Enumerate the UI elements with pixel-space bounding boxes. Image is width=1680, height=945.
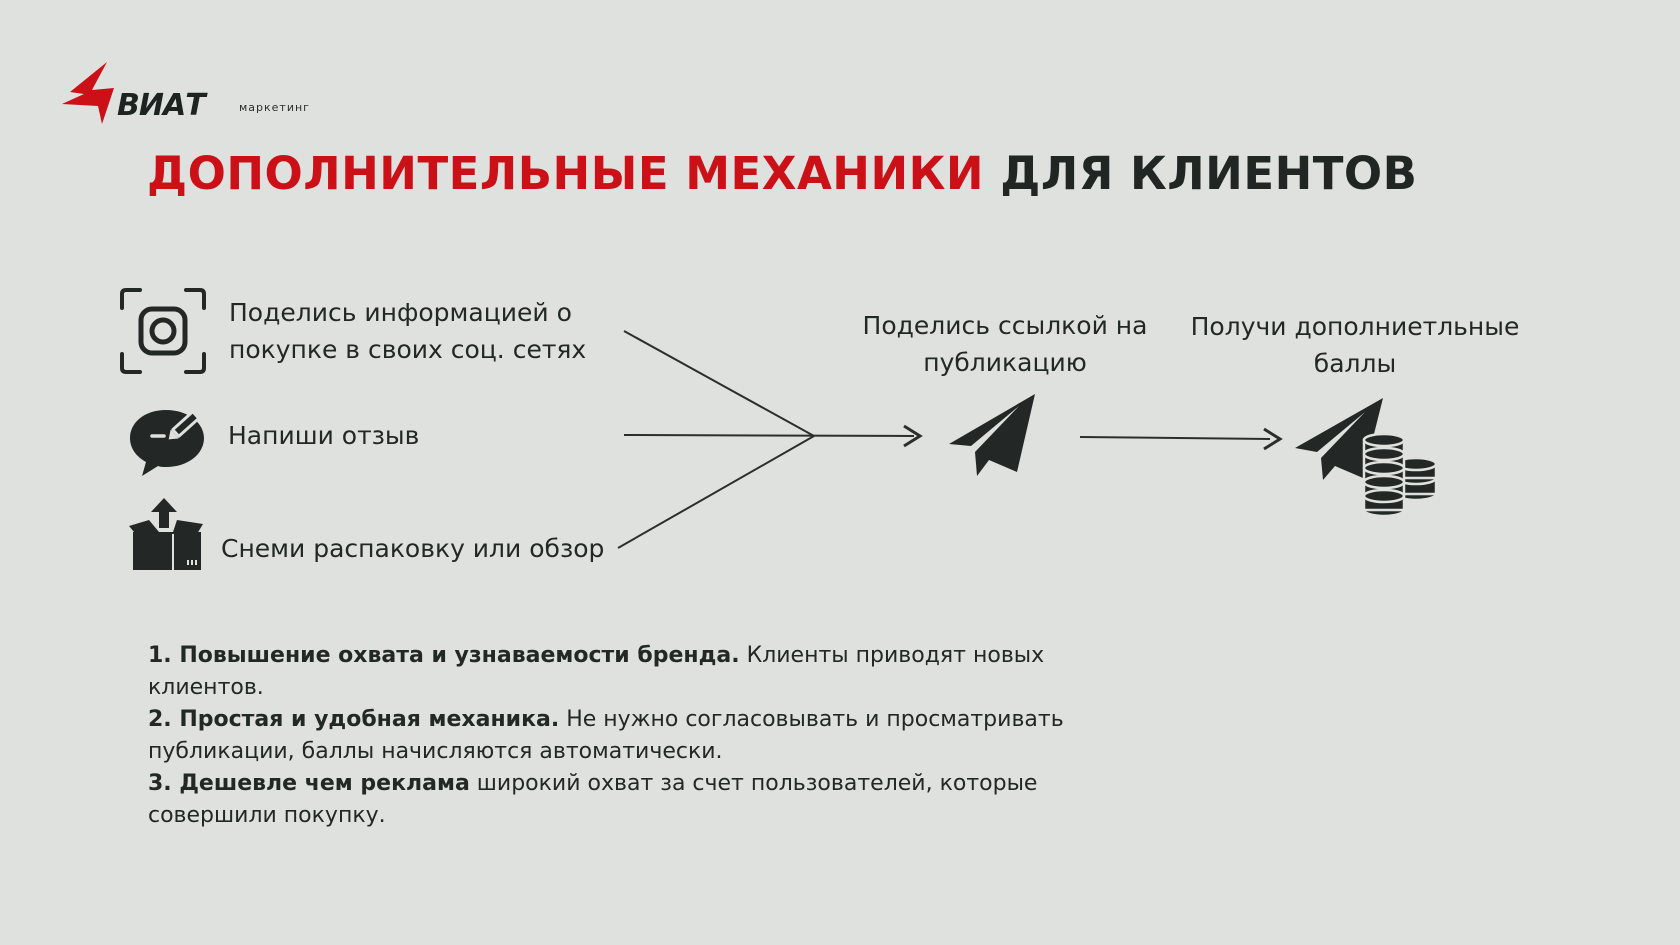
benefit-1-text: Клиенты приводят новых клиентов. bbox=[148, 643, 1045, 700]
title-rest: ДЛЯ КЛИЕНТОВ bbox=[1000, 147, 1418, 200]
action-share-info-line2: покупке в своих соц. сетях bbox=[229, 335, 587, 364]
paper-plane-coins-icon bbox=[1295, 398, 1447, 518]
benefit-3-text: широкий охват за счет пользователей, которые совершили покупку. bbox=[148, 771, 1038, 828]
connector-line-middle bbox=[624, 435, 914, 436]
benefit-item bbox=[148, 704, 1088, 768]
reward-step-line1: Получи дополниетльные bbox=[1190, 312, 1520, 341]
paper-plane-icon bbox=[949, 394, 1039, 476]
brand-logo-text: ВИАТ bbox=[117, 88, 205, 123]
connector-arrow-to-reward bbox=[1080, 437, 1270, 439]
benefit-2-text: Не нужно согласовывать и просматривать публикации, баллы начисляются автоматически. bbox=[148, 707, 1064, 764]
benefit-item bbox=[148, 640, 1088, 704]
connector-line-top bbox=[624, 331, 814, 436]
action-review-text: Напиши отзыв bbox=[228, 421, 420, 450]
benefit-item bbox=[148, 768, 1088, 832]
reward-step-text bbox=[1185, 308, 1525, 382]
share-step-line1: Поделись ссылкой на bbox=[862, 311, 1148, 340]
benefit-1-title: 1. Повышение охвата и узнаваемости бренда. bbox=[148, 643, 740, 668]
reward-step-line2: баллы bbox=[1313, 349, 1397, 378]
action-share-info-line1: Поделись информацией о bbox=[229, 298, 572, 327]
share-step-line2: публикацию bbox=[923, 348, 1087, 377]
share-step-text bbox=[850, 307, 1160, 381]
benefit-2-title: 2. Простая и удобная механика. bbox=[148, 707, 560, 732]
title-highlight: ДОПОЛНИТЕЛЬНЫЕ МЕХАНИКИ bbox=[147, 147, 985, 200]
action-unboxing-text: Снеми распаковку или обзор bbox=[221, 534, 605, 563]
benefit-3-title: 3. Дешевле чем реклама bbox=[148, 771, 470, 796]
connector-line-bottom bbox=[618, 436, 814, 548]
brand-logo-subtitle: маркетинг bbox=[239, 101, 310, 114]
benefits-list bbox=[148, 640, 1088, 832]
